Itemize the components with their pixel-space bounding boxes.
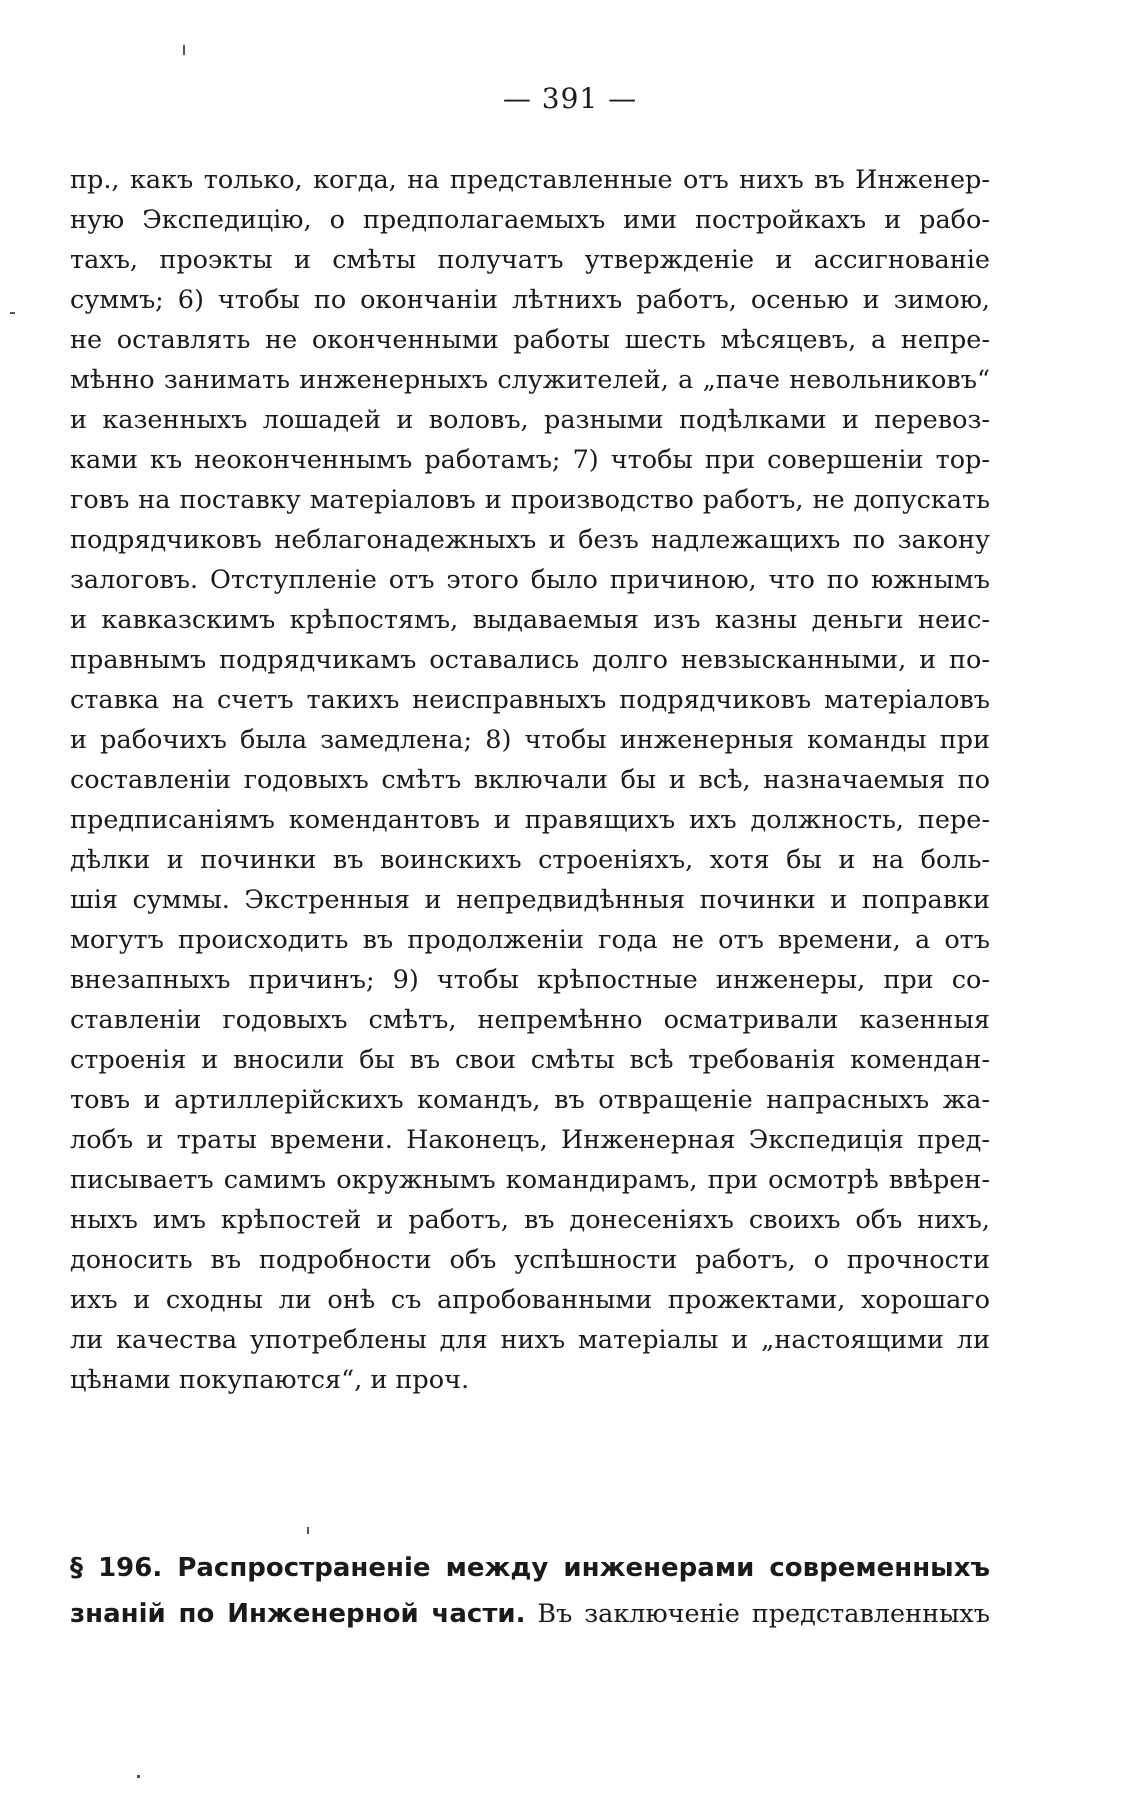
- scan-speck: [183, 45, 185, 55]
- text-line: ную Экспедицію, о предполагаемыхъ ими постройкахъ и рабо-: [70, 205, 990, 235]
- text-line: ставка на счетъ такихъ неисправныхъ подрядчиковъ матеріаловъ: [70, 685, 990, 715]
- text-line: лобъ и траты времени. Наконецъ, Инженерная Экспедиція пред-: [70, 1125, 990, 1155]
- text-line: не оставлять не оконченными работы шесть мѣсяцевъ, а непре-: [70, 325, 990, 355]
- text-line: и кавказскимъ крѣпостямъ, выдаваемыя изъ казны деньги неис-: [70, 605, 990, 635]
- text-line: тахъ, проэкты и смѣты получатъ утвержденіе и ассигнованіе: [70, 245, 990, 275]
- text-line: составленіи годовыхъ смѣтъ включали бы и всѣ, назначаемыя по: [70, 765, 990, 795]
- scan-speck: [307, 1527, 309, 1534]
- text-line: строенія и вносили бы въ свои смѣты всѣ требованія комендан-: [70, 1045, 990, 1075]
- text-line: ставленіи годовыхъ смѣтъ, непремѣнно осматривали казенныя: [70, 1005, 990, 1035]
- section-heading-line: [70, 1545, 990, 1591]
- text-line: подрядчиковъ неблагонадежныхъ и безъ надлежащихъ по закону: [70, 525, 990, 555]
- text-line: дѣлки и починки въ воинскихъ строеніяхъ, хотя бы и на боль-: [70, 845, 990, 875]
- section-heading: § 196. Распространеніе между инженерами современныхъ: [70, 1553, 990, 1583]
- text-line: говъ на поставку матеріаловъ и производство работъ, не допускать: [70, 485, 990, 515]
- text-line: внезапныхъ причинъ; 9) чтобы крѣпостные инженеры, при со-: [70, 965, 990, 995]
- text-line: суммъ; 6) чтобы по окончаніи лѣтнихъ работъ, осенью и зимою,: [70, 285, 990, 315]
- text-line: шія суммы. Экстренныя и непредвидѣнныя починки и поправки: [70, 885, 990, 915]
- text-line: предписаніямъ комендантовъ и правящихъ ихъ должность, пере-: [70, 805, 990, 835]
- text-line: цѣнами покупаются“, и проч.: [70, 1365, 470, 1395]
- text-line: и рабочихъ была замедлена; 8) чтобы инженерныя команды при: [70, 725, 990, 755]
- text-line: могутъ происходить въ продолженіи года не отъ времени, а отъ: [70, 925, 990, 955]
- section-196: [70, 1545, 990, 1637]
- scan-speck: [137, 1775, 140, 1778]
- section-text-line: [70, 1591, 990, 1637]
- text-line: товъ и артиллерійскихъ командъ, въ отвращеніе напрасныхъ жа-: [70, 1085, 990, 1115]
- text-line: ли качества употреблены для нихъ матеріалы и „настоящими ли: [70, 1325, 990, 1355]
- text-line: мѣнно занимать инженерныхъ служителей, а „паче невольниковъ“: [70, 365, 990, 395]
- text-line: залоговъ. Отступленіе отъ этого было причиною, что по южнымъ: [70, 565, 990, 595]
- text-line: писываетъ самимъ окружнымъ командирамъ, при осмотрѣ ввѣрен-: [70, 1165, 990, 1195]
- text-line: правнымъ подрядчикамъ оставались долго невзысканными, и по-: [70, 645, 990, 675]
- text-line: и казенныхъ лошадей и воловъ, разными подѣлками и перевоз-: [70, 405, 990, 435]
- body-paragraph: [70, 160, 990, 1400]
- text-line: ихъ и сходны ли онѣ съ апробованными прожектами, хорошаго: [70, 1285, 990, 1315]
- scan-speck: [10, 312, 15, 314]
- text-line: ныхъ имъ крѣпостей и работъ, въ донесеніяхъ своихъ объ нихъ,: [70, 1205, 990, 1235]
- text-line: доносить въ подробности объ успѣшности работъ, о прочности: [70, 1245, 990, 1275]
- page-number: — 391 —: [502, 82, 638, 115]
- text-line: пр., какъ только, когда, на представленные отъ нихъ въ Инженер-: [70, 165, 990, 195]
- text-line: ками къ неоконченнымъ работамъ; 7) чтобы при совершеніи тор-: [70, 445, 990, 475]
- section-heading-continued: знаній по Инженерной части.: [70, 1599, 526, 1629]
- section-text: Въ заключеніе представленныхъ: [537, 1599, 990, 1629]
